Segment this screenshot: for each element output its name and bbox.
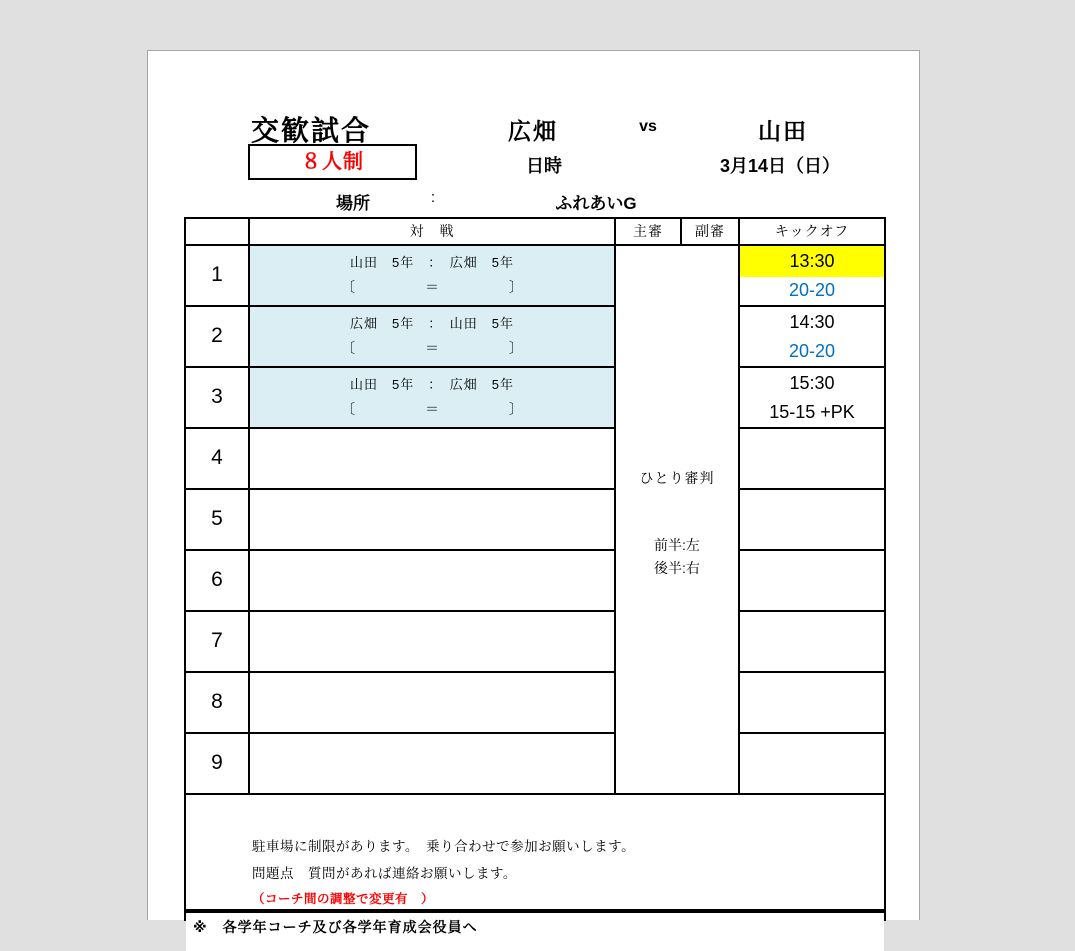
- kickoff-time-highlighted: 13:30: [740, 246, 884, 277]
- kickoff-cell-empty[interactable]: [740, 429, 884, 490]
- row-number: 8: [186, 673, 250, 734]
- header-kickoff: キックオフ: [740, 219, 884, 246]
- format-badge: ８人制: [248, 144, 417, 180]
- referee-second-half: 後半:右: [654, 560, 700, 576]
- matchup-text: 山田 5年 ： 広畑 5年: [350, 377, 514, 392]
- location-value: ふれあいG: [555, 194, 637, 213]
- team-left-name: 広畑: [508, 118, 558, 144]
- match-cell[interactable]: [250, 307, 616, 368]
- header-assistant-referee: 副審: [682, 219, 740, 246]
- referee-first-half: 前半:左: [654, 537, 700, 553]
- header-number-cell: [186, 219, 250, 246]
- match-format: 20-20: [788, 341, 836, 361]
- match-cell-empty[interactable]: [250, 673, 616, 734]
- matchup-text: 広畑 5年 ： 山田 5年: [350, 316, 514, 331]
- schedule-table: [184, 217, 886, 935]
- score-bracket: 〔 ＝ 〕: [341, 279, 523, 295]
- row-number: 1: [186, 246, 250, 307]
- location-separator: :: [430, 189, 436, 206]
- vs-label: vs: [639, 118, 657, 135]
- note-parking: 駐車場に制限があります。 乗り合わせで参加お願いします。: [252, 839, 636, 854]
- kickoff-cell[interactable]: [740, 368, 884, 429]
- note-questions: 問題点 質問があれば連絡お願いします。: [252, 866, 517, 881]
- kickoff-cell[interactable]: [740, 246, 884, 307]
- matchup-text: 山田 5年 ： 広畑 5年: [350, 255, 514, 270]
- row-number: 6: [186, 551, 250, 612]
- notes-cell: [186, 795, 884, 911]
- match-cell[interactable]: [250, 368, 616, 429]
- page-title: 交歓試合: [251, 115, 372, 146]
- match-format: 20-20: [788, 280, 836, 300]
- kickoff-cell-empty[interactable]: [740, 734, 884, 795]
- kickoff-cell-empty[interactable]: [740, 490, 884, 551]
- match-cell-empty[interactable]: [250, 551, 616, 612]
- document-page: [147, 50, 920, 935]
- score-bracket: 〔 ＝ 〕: [341, 401, 523, 417]
- footer-note: ※ 各学年コーチ及び各学年育成会役員へ: [193, 919, 478, 935]
- referee-note-line1: ひとり審判: [639, 470, 715, 486]
- team-right-name: 山田: [758, 118, 808, 144]
- match-cell-empty[interactable]: [250, 490, 616, 551]
- datetime-value: 3月14日（日）: [719, 156, 841, 176]
- kickoff-cell[interactable]: [740, 307, 884, 368]
- kickoff-cell-empty[interactable]: [740, 551, 884, 612]
- referee-note-halves: [616, 534, 738, 580]
- match-cell-empty[interactable]: [250, 612, 616, 673]
- footer-row: [186, 911, 884, 951]
- datetime-label: 日時: [526, 156, 562, 176]
- note-coach-adjustment: （コーチ間の調整で変更有 ）: [252, 892, 435, 906]
- match-format: 15-15 +PK: [769, 402, 855, 422]
- kickoff-time: 14:30: [789, 312, 835, 332]
- kickoff-cell-empty[interactable]: [740, 673, 884, 734]
- referee-merged-cell: [616, 246, 740, 795]
- header-match: 対 戦: [250, 219, 616, 246]
- location-label: 場所: [336, 194, 370, 213]
- kickoff-time: 15:30: [789, 373, 835, 393]
- row-number: 2: [186, 307, 250, 368]
- row-number: 5: [186, 490, 250, 551]
- kickoff-cell-empty[interactable]: [740, 612, 884, 673]
- row-number: 7: [186, 612, 250, 673]
- header-main-referee: 主審: [616, 219, 682, 246]
- row-number: 4: [186, 429, 250, 490]
- match-cell-empty[interactable]: [250, 429, 616, 490]
- score-bracket: 〔 ＝ 〕: [341, 340, 523, 356]
- row-number: 3: [186, 368, 250, 429]
- row-number: 9: [186, 734, 250, 795]
- match-cell[interactable]: [250, 246, 616, 307]
- match-cell-empty[interactable]: [250, 734, 616, 795]
